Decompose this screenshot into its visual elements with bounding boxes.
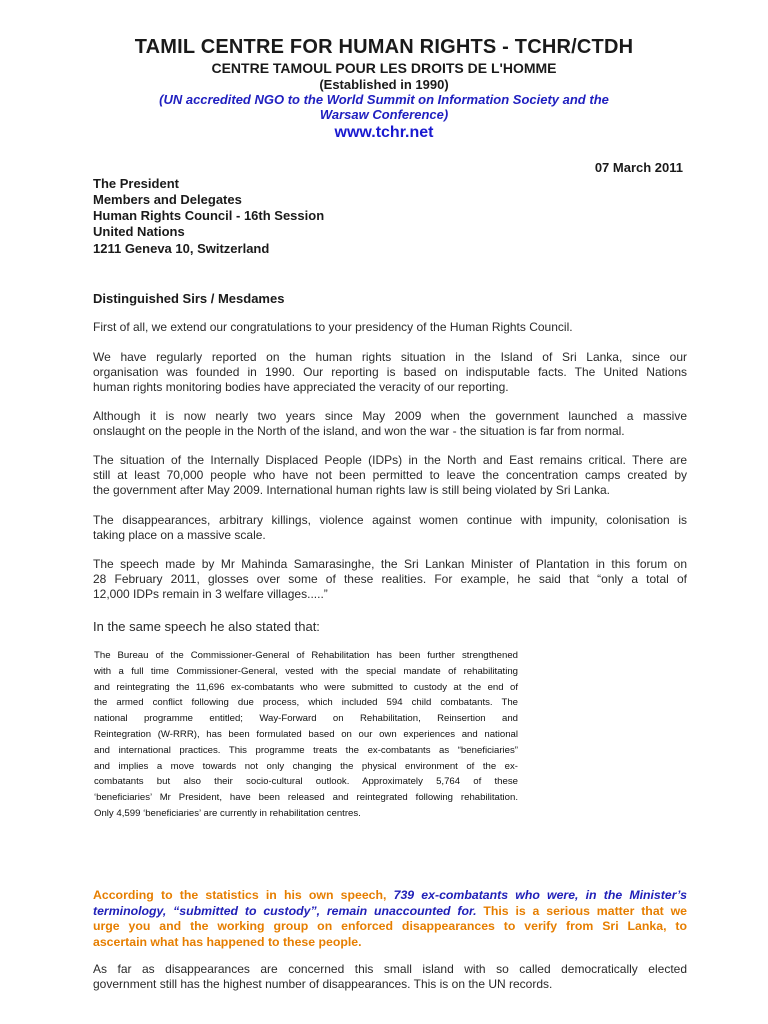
quote-line: Only 4,599 ‘beneficiaries’ are currently in rehabilitation centres.: [94, 807, 361, 819]
highlighted-paragraph: [93, 888, 687, 950]
quote-line: and reintegrating the 11,696 ex-combatants who were submitted to custody at the end of: [94, 681, 518, 693]
paragraph-minister-speech: [93, 557, 687, 602]
paragraph-line: Although it is now nearly two years since May 2009 when the government launched a massive: [93, 409, 687, 423]
paragraph-congratulations: [93, 320, 687, 335]
paragraph-line: 28 February 2011, glosses over some of these realities. For example, he said that “only a total of: [93, 572, 687, 586]
address-line: The President: [93, 176, 179, 191]
paragraph-line: government still has the highest number of disappearances. This is on the UN records.: [93, 977, 553, 991]
quote-line: and implies a move towards not only changing the physical environment of the ex-: [94, 760, 518, 772]
address-line: United Nations: [93, 224, 185, 239]
highlight-blue-text: 739 ex-combatants who were, in the Minister’s: [393, 888, 687, 902]
paragraph-disappearances: [93, 513, 687, 543]
quote-line: the armed conflict following due process, which included 594 child combatants. The: [94, 697, 518, 709]
highlight-line: [93, 888, 687, 904]
quote-line: national programme entitled; Way-Forward on Rehabilitation, Reinsertion and: [94, 713, 518, 725]
highlight-line: ascertain what has happened to these people.: [93, 934, 362, 949]
highlight-orange-text: According to the statistics in his own speech,: [93, 888, 387, 902]
website-link[interactable]: www.tchr.net: [334, 124, 434, 141]
accreditation-line-1: (UN accredited NGO to the World Summit on Information Society and the: [159, 92, 609, 107]
highlight-blue-text: terminology, “submitted to custody”, remain unaccounted for.: [93, 903, 477, 918]
paragraph-line: taking place on a massive scale.: [93, 528, 266, 542]
highlight-orange-text: This is a serious matter that we: [483, 903, 687, 918]
paragraph-line: still at least 70,000 people who have not been permitted to leave the concentration camps created by: [93, 468, 687, 482]
quote-line: combatants but also their socio-cultural outlook. Approximately 5,764 of these: [94, 776, 518, 788]
quote-line: The Bureau of the Commissioner-General of Rehabilitation has been further strengthened: [94, 650, 518, 661]
paragraph-line: The disappearances, arbitrary killings, violence against women continue with impunity, colonisation is: [93, 513, 687, 527]
paragraph-final: [93, 962, 687, 992]
address-line: Members and Delegates: [93, 192, 242, 207]
paragraph-line: organisation was founded in 1990. Our reporting is based on indisputable facts. The United Nations: [93, 365, 687, 379]
paragraph-line: onslaught on the people in the North of the island, and won the war - the situation is far from normal.: [93, 424, 625, 438]
paragraph-line: We have regularly reported on the human rights situation in the Island of Sri Lanka, since our: [93, 350, 687, 364]
paragraph-idps: [93, 453, 687, 498]
organization-subtitle: CENTRE TAMOUL POUR LES DROITS DE L'HOMME: [211, 60, 557, 76]
paragraph-line: The situation of the Internally Displaced People (IDPs) in the North and East remains critical. There are: [93, 453, 687, 467]
quoted-speech-excerpt: [94, 648, 518, 822]
highlight-line: [93, 904, 687, 920]
address-line: Human Rights Council - 16th Session: [93, 208, 325, 223]
paragraph-line: The speech made by Mr Mahinda Samarasinghe, the Sri Lankan Minister of Plantation in this forum on: [93, 557, 687, 571]
quote-line: ‘beneficiaries’ Mr President, have been released and reintegrated following rehabilitation.: [94, 792, 518, 804]
established-note: (Established in 1990): [319, 77, 449, 92]
quote-line: and international practices. This programme treats the ex-combatants as “beneficiaries”: [94, 744, 518, 756]
address-line: 1211 Geneva 10, Switzerland: [93, 241, 270, 256]
quote-line: Reintegration (W-RRR), has been formulated based on our own experiences and national: [94, 728, 518, 740]
paragraph-line: As far as disappearances are concerned this small island with so called democratically elected: [93, 962, 687, 976]
paragraph-line: the government after May 2009. International human rights law is still being violated by Sri Lanka.: [93, 483, 610, 497]
paragraph-line: 12,000 IDPs remain in 3 welfare villages.....”: [93, 587, 328, 601]
organization-title: TAMIL CENTRE FOR HUMAN RIGHTS - TCHR/CTDH: [134, 36, 634, 58]
paragraph-reporting: [93, 350, 687, 395]
letter-date: 07 March 2011: [594, 160, 683, 175]
highlight-line: urge you and the working group on enforced disappearances to verify from Sri Lanka, to: [93, 919, 687, 933]
accreditation-line-2: Warsaw Conference): [319, 107, 449, 122]
paragraph-onslaught: [93, 409, 687, 439]
quote-line: with a full time Commissioner-General, vested with the special mandate of rehabilitating: [94, 665, 518, 677]
paragraph-line: human rights monitoring bodies have appreciated the veracity of our reporting.: [93, 380, 509, 394]
salutation: Distinguished Sirs / Mesdames: [93, 291, 285, 306]
paragraph-line: First of all, we extend our congratulations to your presidency of the Human Rights Council.: [93, 320, 573, 334]
speech-intro: In the same speech he also stated that:: [93, 619, 320, 634]
